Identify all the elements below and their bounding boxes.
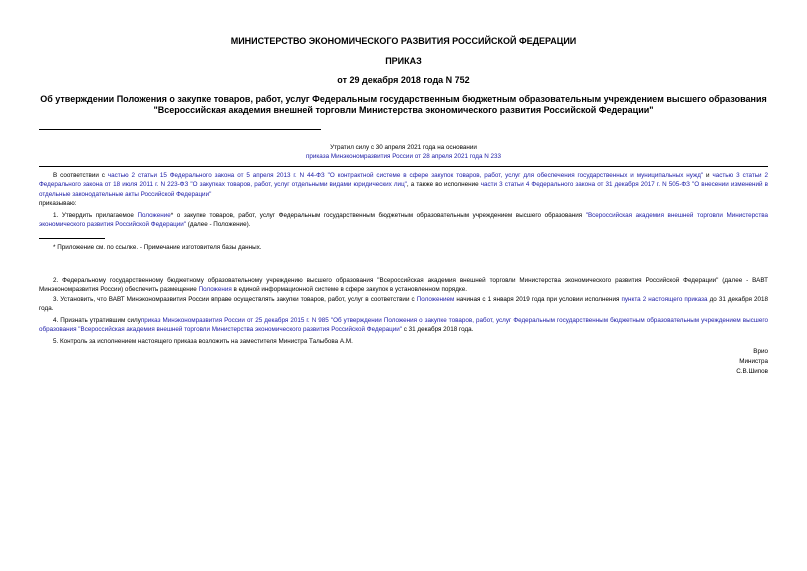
title-line-1: Об утверждении Положения о закупке товаров, работ, услуг Федеральным государственным бюджетным образовательным учреждением высшего образования bbox=[40, 94, 767, 104]
preamble-text-2: и bbox=[703, 172, 713, 179]
item-1-text-3: (далее - Положение). bbox=[186, 221, 251, 229]
preamble-text-3: , а также во исполнение bbox=[406, 181, 481, 189]
repeal-order-link[interactable]: приказа Минэкономразвития России от 28 апреля 2021 года N 233 bbox=[305, 153, 502, 161]
academy-link[interactable]: "Всероссийская академия внешней торговли Министерства экономического развития Российской Федерации" bbox=[39, 212, 768, 229]
item-5-text: 5. Контроль за исполнением настоящего приказа возложить на заместителя Министра Талыбова А.М. bbox=[53, 338, 353, 345]
item-1-paragraph bbox=[39, 211, 768, 230]
status-note bbox=[0, 143, 807, 162]
preamble-text-1: В соответствии с bbox=[53, 172, 108, 179]
doc-type-heading: ПРИКАЗ bbox=[385, 56, 422, 66]
order-word: приказываю: bbox=[39, 200, 77, 207]
ministry-heading: МИНИСТЕРСТВО ЭКОНОМИЧЕСКОГО РАЗВИТИЯ РОССИЙСКОЙ ФЕДЕРАЦИИ bbox=[230, 36, 577, 46]
signature-line-2: Министра bbox=[739, 358, 768, 365]
item-1-text-2: * о закупке товаров, работ, услуг Федеральным государственным бюджетным образовательным учреждением высшего образования bbox=[170, 212, 586, 219]
signature-line-1: Врио bbox=[753, 348, 768, 355]
footnote-text: * Приложение см. по ссылке. - Примечание изготовителя базы данных. bbox=[53, 244, 262, 251]
law-223fz-link[interactable]: частью 3 статьи 2 Федерального закона от 18 июля 2011 г. N 223-ФЗ "О закупках товаров, работ, услуг отдельными видами юридических лиц" bbox=[39, 172, 768, 189]
law-44fz-link[interactable]: частью 2 статьи 15 Федерального закона от 5 апреля 2013 г. N 44-ФЗ "О контрактной системе в сфере закупок товаров, работ, услуг для обеспечения государственных и муниципальных нужд" bbox=[107, 172, 704, 179]
item-4-paragraph bbox=[39, 316, 768, 335]
title-line-2: "Всероссийская академия внешней торговли Министерства экономического развития Российской Федерации" bbox=[153, 105, 654, 115]
signature-line-3: С.В.Шипов bbox=[736, 368, 768, 375]
item-5-paragraph bbox=[39, 337, 768, 346]
order-985-link[interactable]: приказ Минэкономразвития России от 25 декабря 2015 г. N 985 "Об утверждении Положения о закупке товаров, работ, услуг Федеральным государственным бюджетным образовательным учреждением высшего образования "Всероссийская академия внешней торговли Министерства экономического развития Российской Федерации" bbox=[39, 317, 768, 334]
item-3-paragraph bbox=[39, 295, 768, 314]
footnote-divider bbox=[39, 238, 105, 239]
date-number-heading: от 29 декабря 2018 года N 752 bbox=[337, 75, 470, 85]
status-line: Утратил силу с 30 апреля 2021 года на основании bbox=[330, 144, 477, 151]
clause-2-link[interactable]: пункта 2 настоящего приказа bbox=[621, 296, 708, 303]
regulation-placement-link[interactable]: Положения bbox=[198, 286, 232, 294]
item-1-text-1: 1. Утвердить прилагаемое bbox=[53, 212, 138, 219]
item-3-text-2: начиная с 1 января 2019 года при условии исполнения bbox=[454, 296, 622, 303]
item-3-text-1: 3. Установить, что ВАВТ Минэкономразвития России вправе осуществлять закупки товаров, работ, услуг в соответствии с bbox=[53, 296, 417, 303]
item-3-text-3: до 31 декабря 2018 года. bbox=[39, 296, 768, 313]
item-2-text-2: в единой информационной системе в сфере закупок в установленном порядке. bbox=[231, 286, 467, 294]
law-505fz-link[interactable]: части 3 статьи 4 Федерального закона от 31 декабря 2017 г. N 505-ФЗ "О внесении изменений в отдельные законодательные акты Российской Федерации" bbox=[39, 181, 768, 198]
regulation-link[interactable]: Положение bbox=[137, 212, 171, 219]
item-2-text-1: 2. Федеральному государственному бюджетному образовательному учреждению высшего образования "Всероссийская академия внешней торговли Министерства экономического развития Российской Федерации" (далее - ВАВТ Минэкономразвития России) обеспечить размещение bbox=[39, 277, 768, 294]
preamble-paragraph bbox=[39, 171, 768, 199]
regulation-reference-link[interactable]: Положением bbox=[416, 296, 455, 303]
signature-block bbox=[736, 347, 768, 377]
item-4-text-1: 4. Признать утратившим силу bbox=[53, 317, 141, 324]
divider-long bbox=[39, 166, 768, 167]
item-4-text-2: с 31 декабря 2018 года. bbox=[402, 326, 474, 334]
divider-short bbox=[39, 129, 321, 130]
item-2-paragraph bbox=[39, 276, 768, 295]
